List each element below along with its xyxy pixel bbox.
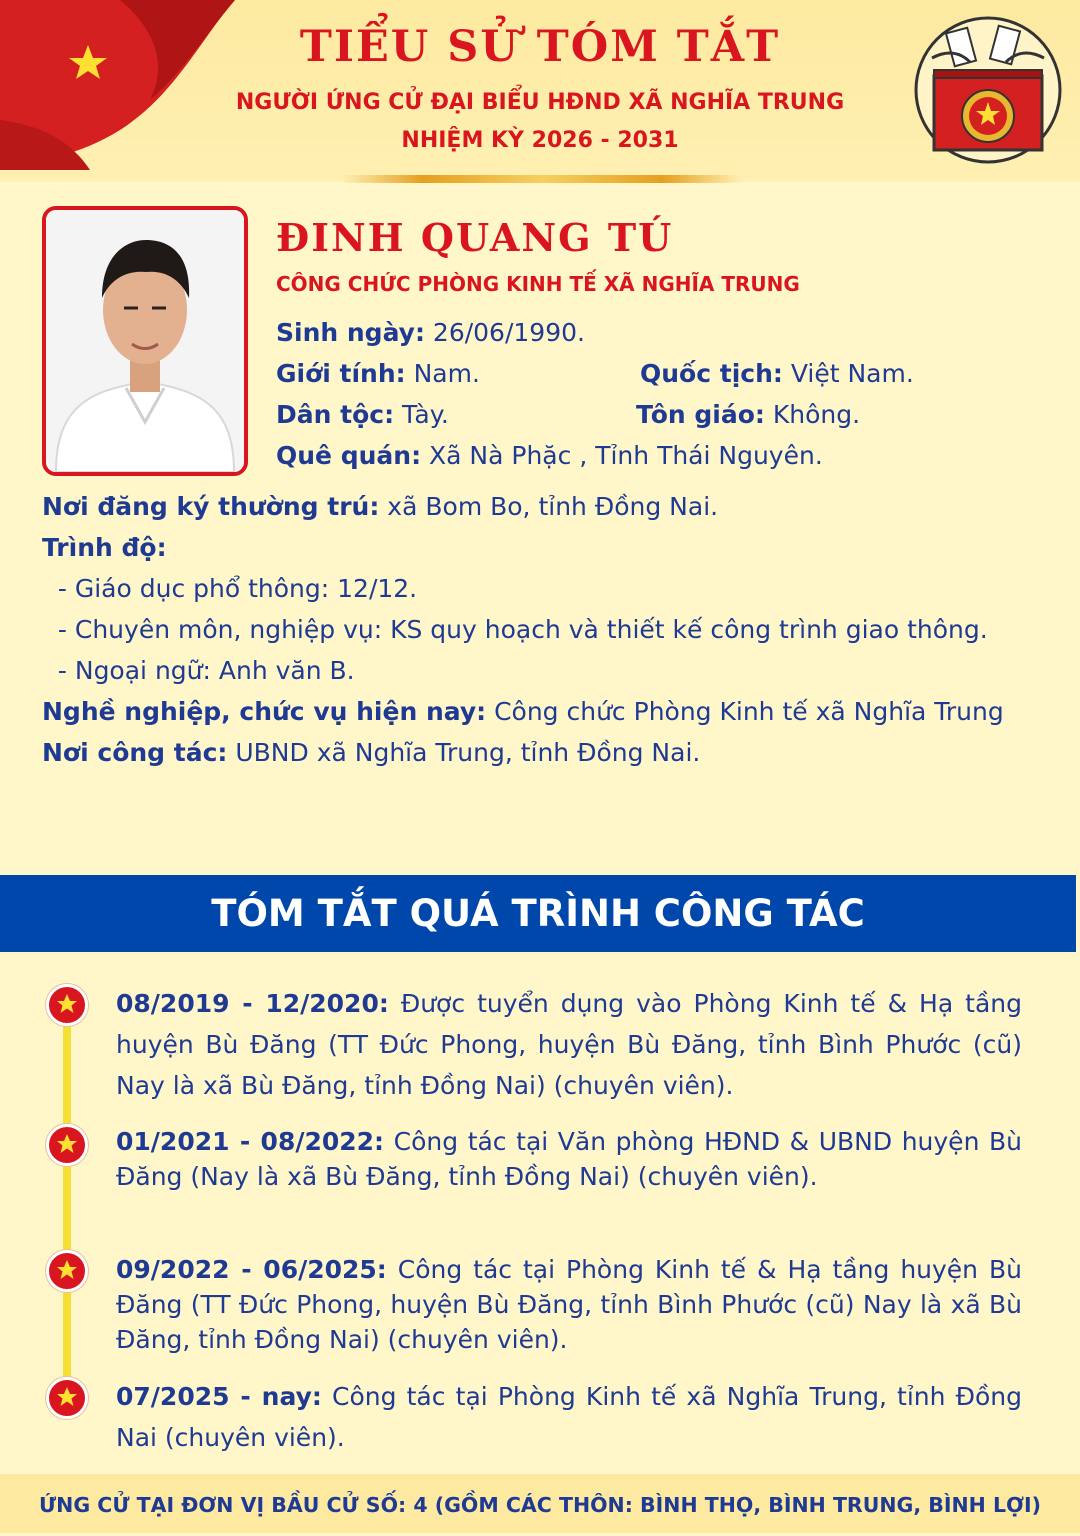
religion-value: Không. [764,400,861,429]
timeline-line [63,1005,71,1400]
occupation-row [42,691,1048,732]
workplace-label: Nơi công tác: [42,738,228,767]
education-label: Trình độ: [42,533,167,562]
career-entry [116,1376,1022,1458]
career-period: 09/2022 - 06/2025: [116,1255,387,1284]
workplace-row [42,732,1048,773]
career-text: Công tác tại Phòng Kinh tế xã Nghĩa Trung, tỉnh Đồng Nai (chuyên viên). [116,1382,1022,1452]
gender-label: Giới tính: [276,359,406,388]
star-icon [46,984,88,1026]
career-text: Công tác tại Phòng Kinh tế & Hạ tầng huyện Bù Đăng (TT Đức Phong, huyện Bù Đăng, tỉnh Bình Phước (cũ) Nay là xã Bù Đăng, tỉnh Đồng Nai) (chuyên viên). [116,1255,1022,1354]
subtitle-council: NGƯỜI ỨNG CỬ ĐẠI BIỂU HĐND XÃ NGHĨA TRUNG [235,90,845,115]
page-title: TIỂU SỬ TÓM TẮT [299,22,781,72]
footer-constituency: ỨNG CỬ TẠI ĐƠN VỊ BẦU CỬ SỐ: 4 (GỒM CÁC THÔN: BÌNH THỌ, BÌNH TRUNG, BÌNH LỢI) [0,1474,1080,1533]
candidate-photo [42,206,248,476]
career-entry [116,1252,1022,1357]
ethnicity-label: Dân tộc: [276,400,395,429]
education-professional: - Chuyên môn, nghiệp vụ: KS quy hoạch và thiết kế công trình giao thông. [42,615,988,644]
gender-value: Nam. [405,359,480,388]
star-icon [46,1124,88,1166]
residence-label: Nơi đăng ký thường trú: [42,492,380,521]
ethnicity-value: Tày. [394,400,449,429]
hometown-label: Quê quán: [276,441,422,470]
portrait-image [46,210,244,472]
religion-label: Tôn giáo: [636,400,765,429]
birth-label: Sinh ngày: [276,318,425,347]
education-language: - Ngoại ngữ: Anh văn B. [42,656,355,685]
nationality-label: Quốc tịch: [640,359,783,388]
residence-row [42,486,1048,527]
birth-value: 26/06/1990. [424,318,585,347]
career-period: 01/2021 - 08/2022: [116,1127,385,1156]
star-icon [46,1377,88,1419]
career-entry [116,1124,1022,1194]
nationality-value: Việt Nam. [782,359,914,388]
nationality-row [640,359,914,389]
ethnicity-row [276,400,449,430]
subtitle-term: NHIỆM KỲ 2026 - 2031 [401,128,679,153]
star-icon [46,1250,88,1292]
education-general: - Giáo dục phổ thông: 12/12. [42,574,418,603]
birth-row [276,318,585,348]
ballot-box-icon [912,14,1064,166]
hometown-value: Xã Nà Phặc , Tỉnh Thái Nguyên. [421,441,823,470]
workplace-value: UBND xã Nghĩa Trung, tỉnh Đồng Nai. [227,738,701,767]
career-text: Được tuyển dụng vào Phòng Kinh tế & Hạ tầng huyện Bù Đăng (TT Đức Phong, huyện Bù Đăng, tỉnh Bình Phước (cũ) Nay là xã Bù Đăng, tỉnh Đồng Nai) (chuyên viên). [116,989,1022,1100]
candidate-position: CÔNG CHỨC PHÒNG KINH TẾ XÃ NGHĨA TRUNG [276,272,800,296]
career-period: 08/2019 - 12/2020: [116,989,389,1018]
residence-value: xã Bom Bo, tỉnh Đồng Nai. [379,492,719,521]
career-entry [116,983,1022,1106]
occupation-value: Công chức Phòng Kinh tế xã Nghĩa Trung [486,697,1004,726]
biography-details [42,486,1048,773]
hometown-row [276,441,823,471]
occupation-label: Nghề nghiệp, chức vụ hiện nay: [42,697,487,726]
candidate-name: ĐINH QUANG TÚ [276,215,674,260]
career-section-title: TÓM TẮT QUÁ TRÌNH CÔNG TÁC [0,875,1076,952]
career-text: Công tác tại Văn phòng HĐND & UBND huyện Bù Đăng (Nay là xã Bù Đăng, tỉnh Đồng Nai) (chuyên viên). [116,1127,1022,1191]
gender-row [276,359,480,389]
career-period: 07/2025 - nay: [116,1382,322,1411]
gold-divider [342,175,742,183]
religion-row [636,400,860,430]
